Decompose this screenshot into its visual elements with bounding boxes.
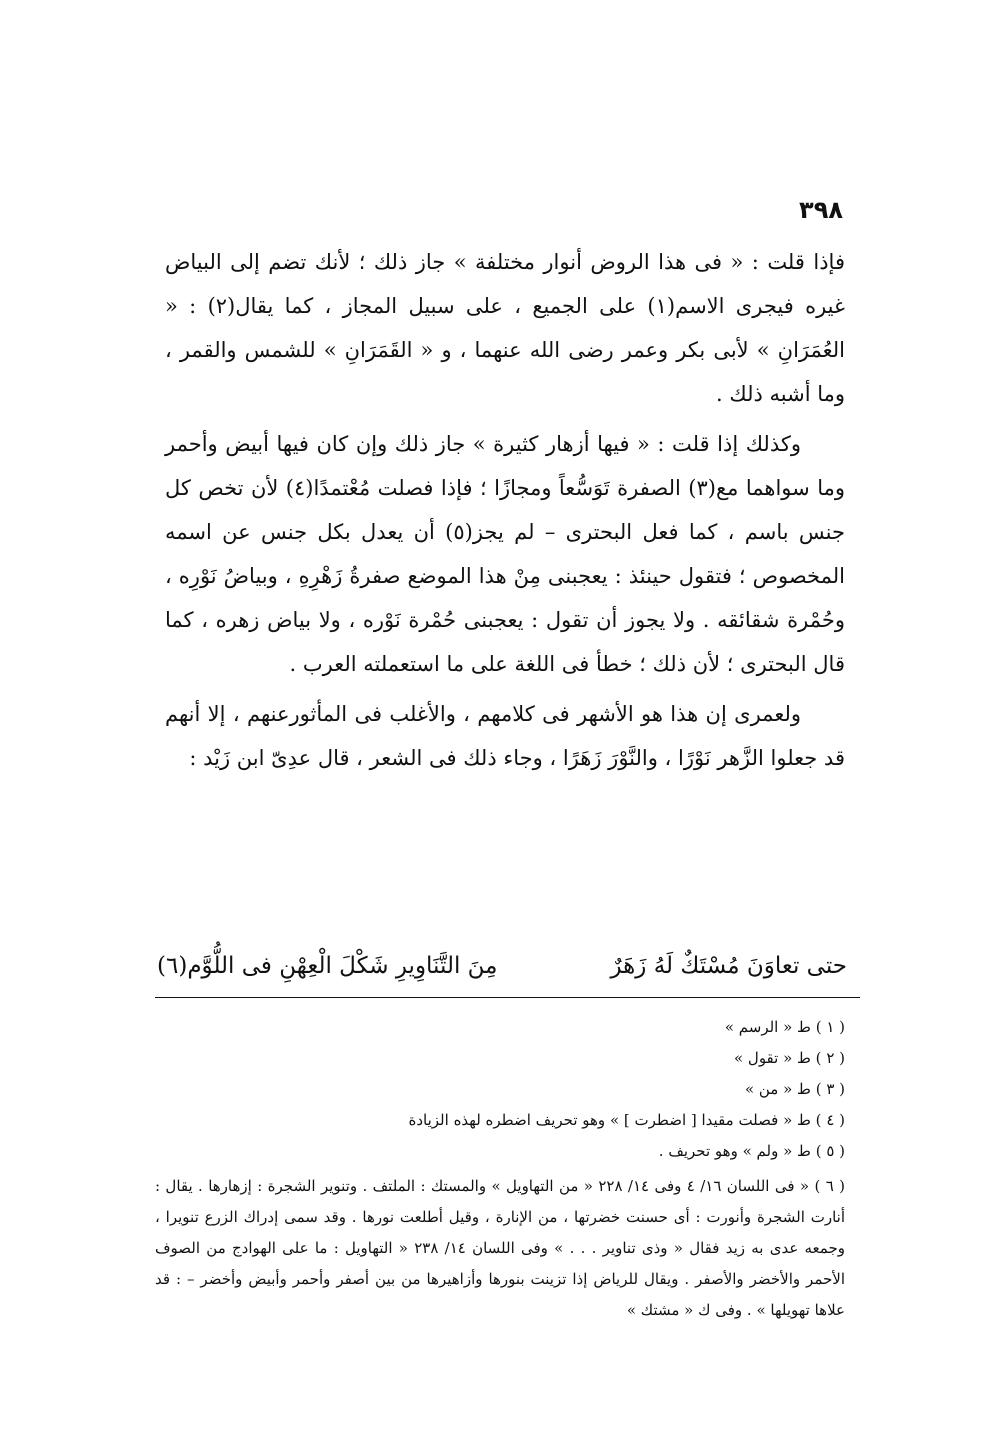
footnote-3: ( ٣ ) ط « من »: [744, 1080, 845, 1098]
footnote-4: ( ٤ ) ط « فصلت مقيدا [ اضطرت ] » وهو تحريف اضطره لهذه الزيادة: [408, 1111, 845, 1129]
poetry-verse: [157, 946, 847, 986]
main-text: [165, 240, 845, 786]
footnotes: [155, 1012, 845, 1326]
paragraph-2: وكذلك إذا قلت : « فيها أزهار كثيرة » جاز ذلك وإن كان فيها أبيض وأحمر وما سواهما مع(٣) الصفرة تَوَسُّعاً ومجازًا ؛ فإذا فصلت مُعْتمدًا(٤) لأن تخص كل جنس باسم ، كما فعل البحترى – لم يجز(٥) أن يعدل بكل جنس عن اسمه المخصوص ؛ فتقول حينئذ : يعجبنى مِنْ هذا الموضع صفرةُ زَهْرِهِ ، وبياضُ نَوْرِه ، وحُمْرة شقائقه . ولا يجوز أن تقول : يعجبنى حُمْرة نَوْره ، ولا بياض زهره ، كما قال البحترى ؛ لأن ذلك ؛ خطأ فى اللغة على ما استعملته العرب .: [165, 432, 845, 676]
footnote-5: ( ٥ ) ط « ولم » وهو تحريف .: [658, 1142, 845, 1160]
verse-second-hemistich: مِنَ التَّنَاوِيرِ شَكْلَ الْعِهْنِ فى اللُّوَّم(٦): [157, 953, 498, 979]
footnote-1: ( ١ ) ط « الرسم »: [724, 1018, 845, 1036]
footnote-2: ( ٢ ) ط « تقول »: [733, 1049, 845, 1067]
paragraph-1: فإذا قلت : « فى هذا الروض أنوار مختلفة » جاز ذلك ؛ لأنك تضم إلى البياض غيره فيجرى الاسم(١) على الجميع ، على سبيل المجاز ، كما يقال(٢) : « العُمَرَانِ » لأبى بكر وعمر رضى الله عنهما ، و « القَمَرَانِ » للشمس والقمر ، وما أشبه ذلك .: [165, 250, 845, 406]
verse-first-hemistich: حتى تعاوَنَ مُسْتَكٌ لَهُ زَهَرٌ: [610, 953, 847, 979]
footnote-6: ( ٦ ) « فى اللسان ١٦/ ٤ وفى ١٤/ ٢٢٨ « من التهاويل » والمستك : الملتف . وتنوير الشجرة : إزهارها . يقال : أنارت الشجرة وأنورت : أى حسنت خضرتها ، من الإنارة ، وقيل أطلعت نورها . وقد سمى إدراك الزرع تنويرا ، وجمعه عدى به زيد فقال « وذى تناوير . . . » وفى اللسان ١٤/ ٢٣٨ « التهاويل : ما على الهوادج من الصوف الأحمر والأخضر والأصفر . ويقال للرياض إذا تزينت بنورها وأزاهيرها من بين أصفر وأحمر وأبيض وأخضر – : قد علاها تهويلها » . وفى ك « مشتك »: [155, 1177, 845, 1319]
footnote-divider: [155, 997, 860, 998]
page-number: ٣٩٨: [799, 196, 843, 224]
paragraph-3: ولعمرى إن هذا هو الأشهر فى كلامهم ، والأغلب فى المأثورعنهم ، إلا أنهم قد جعلوا الزَّهر نَوْرًا ، والنَّوْرَ زَهَرًا ، وجاء ذلك فى الشعر ، قال عدِىّ ابن زَيْد :: [165, 702, 845, 770]
